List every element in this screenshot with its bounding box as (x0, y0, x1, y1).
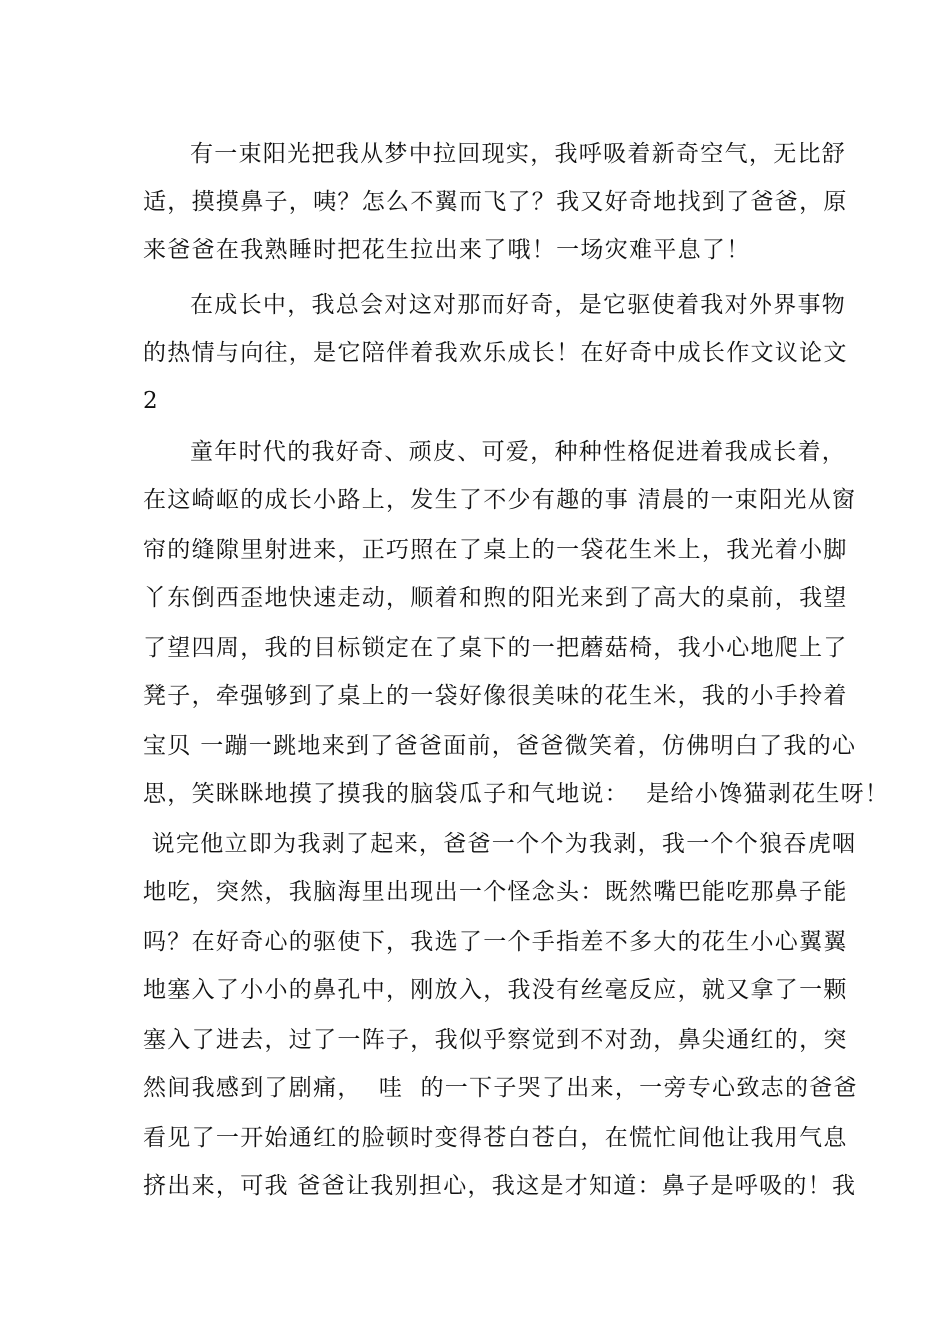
text-line: 2 (143, 388, 159, 414)
text-line: 适，摸摸鼻子，咦？怎么不翼而飞了？我又好奇地找到了爸爸，原 (143, 189, 848, 215)
text-line: 童年时代的我好奇、顽皮、可爱，种种性格促进着我成长着， (190, 439, 847, 465)
text-line: 来爸爸在我熟睡时把花生拉出来了哦！一场灾难平息了！ (143, 237, 751, 263)
text-line: 的热情与向往，是它陪伴着我欢乐成长！在好奇中成长作文议论文 (143, 340, 848, 366)
text-line: 吗？在好奇心的驱使下，我选了一个手指差不多大的花生小心翼翼 (143, 929, 848, 955)
text-line: 在这崎岖的成长小路上，发生了不少有趣的事 清晨的一束阳光从窗 (143, 487, 857, 513)
text-line: 看见了一开始通红的脸顿时变得苍白苍白，在慌忙间他让我用气息 (143, 1125, 848, 1151)
text-line: 地吃，突然，我脑海里出现出一个怪念头：既然嘴巴能吃那鼻子能 (143, 879, 848, 905)
text-line: 凳子，牵强够到了桌上的一袋好像很美味的花生米，我的小手拎着 (143, 683, 848, 709)
text-line: 宝贝 一蹦一跳地来到了爸爸面前，爸爸微笑着，仿佛明白了我的心 (143, 733, 857, 759)
text-line: 挤出来，可我 爸爸让我别担心，我这是才知道：鼻子是呼吸的！我 (143, 1173, 857, 1199)
text-line: 思，笑眯眯地摸了摸我的脑袋瓜子和气地说： 是给小馋猫剥花生呀！ (143, 781, 890, 807)
text-line: 塞入了进去，过了一阵子，我似乎察觉到不对劲，鼻尖通红的，突 (143, 1027, 848, 1053)
text-line: 然间我感到了剧痛， 哇 的一下子哭了出来，一旁专心致志的爸爸 (143, 1075, 858, 1101)
text-line: 地塞入了小小的鼻孔中，刚放入，我没有丝毫反应，就又拿了一颗 (143, 977, 848, 1003)
text-line: 帘的缝隙里射进来，正巧照在了桌上的一袋花生米上，我光着小脚 (143, 537, 848, 563)
text-line: 了望四周，我的目标锁定在了桌下的一把蘑菇椅，我小心地爬上了 (143, 635, 848, 661)
text-line: 丫东倒西歪地快速走动，顺着和煦的阳光来到了高大的桌前，我望 (143, 585, 848, 611)
text-line: 说完他立即为我剥了起来，爸爸一个个为我剥，我一个个狼吞虎咽 (143, 831, 857, 857)
text-line: 有一束阳光把我从梦中拉回现实，我呼吸着新奇空气，无比舒 (190, 141, 847, 167)
text-line: 在成长中，我总会对这对那而好奇，是它驱使着我对外界事物 (190, 292, 847, 318)
